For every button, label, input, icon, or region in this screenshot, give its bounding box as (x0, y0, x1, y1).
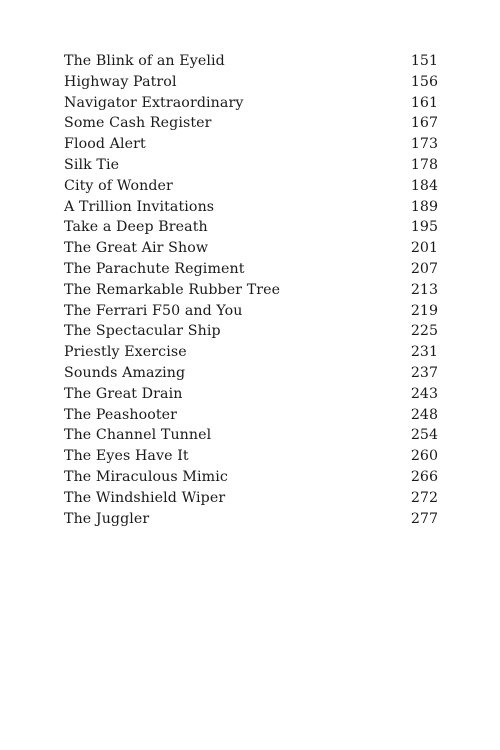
toc-entry-page-number: 260 (410, 448, 438, 465)
toc-entry-title: The Windshield Wiper (64, 489, 226, 506)
toc-entry-title: The Great Air Show (64, 240, 209, 257)
toc-entry (64, 93, 438, 114)
toc-entry-page-number: 189 (410, 198, 438, 215)
toc-entry (64, 384, 438, 405)
toc-entry (64, 259, 438, 280)
toc-entry-title: Flood Alert (64, 136, 146, 153)
toc-entry-title: The Channel Tunnel (64, 427, 212, 444)
toc-entry-title: The Remarkable Rubber Tree (64, 281, 281, 298)
toc-entry-title: Navigator Extraordinary (64, 94, 244, 111)
toc-entry (64, 405, 438, 426)
toc-entry-title: The Peashooter (64, 406, 178, 423)
toc-entry-title: A Trillion Invitations (64, 198, 215, 215)
toc-entry-page-number: 201 (410, 240, 438, 257)
toc-entry-title: Sounds Amazing (64, 364, 186, 381)
toc-entry-page-number: 237 (410, 364, 438, 381)
toc-entry-page-number: 156 (410, 73, 438, 90)
toc-entry (64, 176, 438, 197)
toc-entry-page-number: 167 (410, 115, 438, 132)
toc-entry-page-number: 195 (410, 219, 438, 236)
toc-entry (64, 301, 438, 322)
toc-entry-title: The Juggler (64, 510, 150, 527)
toc-entry (64, 72, 438, 93)
toc-entry (64, 509, 438, 530)
toc-entry (64, 446, 438, 467)
toc-entry-title: Priestly Exercise (64, 344, 187, 361)
toc-entry (64, 363, 438, 384)
toc-entry-title: Some Cash Register (64, 115, 212, 132)
toc-entry-title: The Blink of an Eyelid (64, 53, 225, 69)
toc-entry (64, 280, 438, 301)
toc-entry (64, 342, 438, 363)
toc-entry (64, 217, 438, 238)
toc-entry (64, 197, 438, 218)
toc-entry-title: The Spectacular Ship (64, 323, 221, 340)
toc-entry (64, 113, 438, 134)
toc-entry (64, 425, 438, 446)
toc-entry-page-number: 173 (410, 136, 438, 153)
toc-entry-title: City of Wonder (64, 177, 173, 194)
toc-entry (64, 51, 438, 72)
toc-entry-page-number: 248 (410, 406, 438, 423)
toc-entry-page-number: 266 (410, 468, 438, 485)
toc-entry-page-number: 231 (410, 344, 438, 361)
toc-entry (64, 155, 438, 176)
toc-entry-title: Take a Deep Breath (64, 219, 208, 236)
toc-entry-title: The Eyes Have It (64, 448, 189, 465)
toc-entry-title: The Parachute Regiment (64, 260, 245, 277)
toc-entry-page-number: 219 (410, 302, 438, 319)
toc-entry (64, 238, 438, 259)
toc-entry-page-number: 243 (410, 385, 438, 402)
toc-entry (64, 321, 438, 342)
table-of-contents (64, 51, 438, 529)
toc-entry-page-number: 277 (410, 510, 438, 527)
toc-entry-title: Highway Patrol (64, 73, 177, 90)
toc-entry-title: Silk Tie (64, 156, 120, 173)
toc-entry-page-number: 213 (410, 281, 438, 298)
toc-entry-page-number: 151 (410, 53, 438, 69)
toc-entry (64, 467, 438, 488)
toc-entry (64, 488, 438, 509)
toc-entry-page-number: 272 (410, 489, 438, 506)
toc-entry-title: The Ferrari F50 and You (64, 302, 243, 319)
toc-entry-page-number: 178 (410, 156, 438, 173)
toc-entry-title: The Miraculous Mimic (64, 468, 228, 485)
toc-entry-page-number: 207 (410, 260, 438, 277)
toc-entry-title: The Great Drain (64, 385, 183, 402)
toc-entry (64, 134, 438, 155)
toc-entry-page-number: 225 (410, 323, 438, 340)
toc-entry-page-number: 161 (410, 94, 438, 111)
toc-entry-page-number: 254 (410, 427, 438, 444)
toc-entry-page-number: 184 (410, 177, 438, 194)
